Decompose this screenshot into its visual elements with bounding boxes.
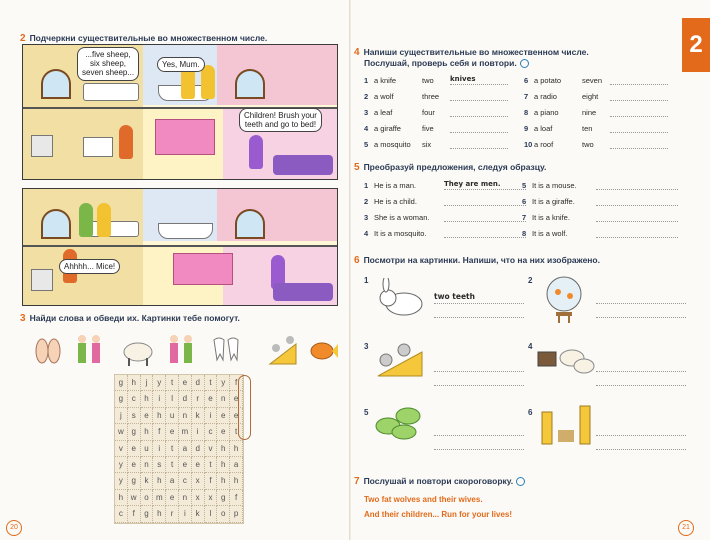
grid-cell[interactable]: v	[205, 441, 218, 457]
answer-field[interactable]	[596, 424, 686, 436]
exercise-2-title: 2 Подчеркни существительные во множественном числе.	[20, 33, 268, 44]
row-number: 6	[524, 75, 529, 85]
exercise-5-row	[364, 178, 526, 192]
grid-cell[interactable]: e	[230, 391, 243, 407]
row-number: 3	[364, 107, 369, 117]
row-number: 7	[522, 212, 527, 222]
window	[41, 209, 71, 239]
number-word: three	[422, 91, 440, 101]
page-number: 21	[678, 520, 694, 536]
row-number: 9	[524, 123, 529, 133]
grid-cell[interactable]: w	[115, 424, 128, 440]
exercise-4-row	[364, 89, 508, 103]
picture-number: 2	[528, 276, 533, 285]
row-number: 2	[364, 196, 369, 206]
answer-field[interactable]	[596, 212, 678, 222]
grid-cell[interactable]: i	[153, 391, 166, 407]
grid-cell[interactable]: v	[115, 441, 128, 457]
picture-number: 5	[364, 408, 369, 417]
answer-field[interactable]	[450, 91, 508, 101]
row-number: 8	[522, 228, 527, 238]
exercise-4-row	[364, 105, 508, 119]
exercise-4-row	[524, 137, 668, 151]
grid-cell[interactable]: y	[115, 457, 128, 473]
grid-cell[interactable]: g	[141, 506, 154, 522]
singular-noun: a wolf	[374, 91, 394, 101]
grid-cell[interactable]: e	[205, 391, 218, 407]
picture-number: 6	[528, 408, 533, 417]
exercise-4-row	[364, 121, 508, 135]
singular-noun: a roof	[534, 139, 554, 149]
row-number: 3	[364, 212, 369, 222]
exercise-4-row	[524, 105, 668, 119]
picture-number: 4	[528, 342, 533, 351]
bed	[83, 83, 139, 101]
grid-cell[interactable]: s	[153, 457, 166, 473]
grid-cell[interactable]: e	[166, 490, 179, 506]
grid-row	[115, 490, 243, 506]
grid-cell[interactable]: y	[217, 375, 230, 391]
grid-cell[interactable]: h	[153, 506, 166, 522]
singular-noun: a radio	[534, 91, 557, 101]
grid-cell[interactable]: e	[192, 457, 205, 473]
sofa	[273, 283, 333, 301]
answer-field[interactable]: two teeth	[434, 292, 524, 304]
tongue-twister-line-1: Two fat wolves and their wives.	[364, 495, 483, 504]
grid-cell[interactable]: h	[141, 391, 154, 407]
grid-cell[interactable]: i	[153, 441, 166, 457]
grid-cell[interactable]: h	[115, 490, 128, 506]
grid-row	[115, 408, 243, 424]
child-figure	[97, 203, 111, 237]
grid-cell[interactable]: i	[205, 408, 218, 424]
grid-cell[interactable]: i	[192, 424, 205, 440]
window	[235, 209, 265, 239]
speech-bubble: ...five sheep, six sheep, seven sheep...	[77, 47, 139, 81]
answer-field-line[interactable]	[434, 438, 524, 450]
grid-cell[interactable]: n	[141, 457, 154, 473]
grid-cell[interactable]: e	[217, 424, 230, 440]
stove	[83, 137, 113, 157]
row-number: 7	[524, 91, 529, 101]
row-number: 4	[364, 228, 369, 238]
grid-cell[interactable]: k	[192, 506, 205, 522]
fish-picture	[308, 336, 338, 366]
grid-cell[interactable]: x	[192, 473, 205, 489]
number-word: eight	[582, 91, 599, 101]
exercise-6-title: 6 Посмотри на картинки. Напиши, что на них изображено.	[354, 255, 600, 266]
curtains	[155, 119, 215, 155]
grid-cell[interactable]: i	[179, 506, 192, 522]
grid-cell[interactable]: j	[115, 408, 128, 424]
row-number: 8	[524, 107, 529, 117]
sentence: It is a giraffe.	[532, 196, 575, 206]
answer-field[interactable]	[434, 424, 524, 436]
singular-noun: a loaf	[534, 123, 553, 133]
grid-cell[interactable]: e	[166, 424, 179, 440]
number-word: four	[422, 107, 435, 117]
grid-cell[interactable]: g	[128, 473, 141, 489]
tongue-twister-line-2: And their children... Run for your lives!	[364, 510, 513, 519]
answer-field[interactable]	[610, 107, 668, 117]
grid-cell[interactable]: t	[205, 375, 218, 391]
answer-field[interactable]	[610, 139, 668, 149]
grid-row	[115, 391, 243, 407]
grid-cell[interactable]: c	[115, 506, 128, 522]
grid-row	[115, 424, 243, 440]
feet-picture	[34, 333, 62, 365]
row-number: 1	[364, 180, 369, 190]
grid-cell[interactable]: h	[217, 457, 230, 473]
grid-cell[interactable]: p	[230, 506, 243, 522]
row-number: 2	[364, 91, 369, 101]
grid-cell[interactable]: h	[230, 473, 243, 489]
grid-row	[115, 375, 243, 391]
grid-cell[interactable]: f	[153, 424, 166, 440]
window	[41, 69, 71, 99]
speech-bubble: Yes, Mum.	[157, 57, 205, 72]
grid-cell[interactable]: g	[115, 375, 128, 391]
fishbowl-picture	[542, 274, 586, 329]
washing-machine	[31, 135, 53, 157]
answer-field[interactable]: knives	[450, 75, 508, 85]
exercise-5-row	[522, 194, 678, 208]
house-illustration-top	[22, 44, 338, 180]
exercise-5-row	[522, 210, 678, 224]
exercise-4-row	[524, 89, 668, 103]
grid-cell[interactable]: h	[230, 441, 243, 457]
singular-noun: a giraffe	[374, 123, 401, 133]
grid-cell[interactable]: u	[166, 408, 179, 424]
washing-machine	[31, 269, 53, 291]
row-number: 4	[364, 123, 369, 133]
grid-cell[interactable]: c	[128, 391, 141, 407]
row-number: 10	[524, 139, 533, 149]
row-number: 5	[522, 180, 527, 190]
grid-cell[interactable]: c	[179, 473, 192, 489]
row-number: 5	[364, 139, 369, 149]
grid-cell[interactable]: f	[205, 473, 218, 489]
answer-field[interactable]: They are men.	[444, 180, 526, 190]
sheep-picture	[120, 340, 156, 368]
grid-cell[interactable]: f	[230, 490, 243, 506]
sentence: He is a man.	[374, 180, 417, 190]
exercise-5-row	[364, 210, 526, 224]
answer-field[interactable]	[596, 292, 686, 304]
exercise-5-row	[364, 226, 526, 240]
grid-cell[interactable]: d	[192, 375, 205, 391]
grid-cell[interactable]: t	[166, 457, 179, 473]
audio-cd-icon	[520, 59, 529, 68]
grid-cell[interactable]: k	[192, 408, 205, 424]
answer-field[interactable]	[450, 139, 508, 149]
grid-cell[interactable]: d	[192, 441, 205, 457]
exercise-5-row	[364, 194, 526, 208]
grid-cell[interactable]: h	[128, 375, 141, 391]
number-word: six	[422, 139, 432, 149]
children-picture	[74, 333, 104, 369]
word-search-grid	[114, 374, 244, 524]
grid-cell[interactable]: t	[166, 441, 179, 457]
singular-noun: a potato	[534, 75, 562, 85]
child-figure	[201, 65, 215, 99]
grid-cell[interactable]: x	[192, 490, 205, 506]
window	[235, 69, 265, 99]
giraffes-picture	[536, 402, 596, 451]
cheese-mice-picture	[372, 340, 428, 385]
grid-cell[interactable]: e	[230, 408, 243, 424]
grid-cell[interactable]: o	[217, 506, 230, 522]
grid-cell[interactable]: f	[230, 375, 243, 391]
picture-number: 1	[364, 276, 369, 285]
child-figure	[79, 203, 93, 237]
grid-cell[interactable]: t	[230, 424, 243, 440]
grid-cell[interactable]: e	[179, 375, 192, 391]
answer-field[interactable]	[450, 107, 508, 117]
exercise-4-row	[364, 73, 508, 87]
number-word: two	[422, 75, 434, 85]
singular-noun: a mosquito	[374, 139, 411, 149]
number-word: seven	[582, 75, 603, 85]
audio-cd-icon	[516, 477, 525, 486]
right-page	[350, 0, 710, 540]
sentence: She is a woman.	[374, 212, 430, 222]
grid-cell[interactable]: d	[179, 391, 192, 407]
singular-noun: a piano	[534, 107, 559, 117]
exercise-5-row	[522, 226, 678, 240]
grid-row	[115, 473, 243, 489]
leaves-picture	[374, 398, 428, 447]
grid-cell[interactable]: u	[141, 441, 154, 457]
bathtub	[158, 223, 213, 239]
answer-field[interactable]	[444, 228, 526, 238]
row-number: 6	[522, 196, 527, 206]
grid-cell[interactable]: a	[179, 441, 192, 457]
answer-field-line[interactable]	[434, 374, 524, 386]
grid-cell[interactable]: n	[179, 490, 192, 506]
answer-field[interactable]	[444, 196, 526, 206]
number-word: ten	[582, 123, 593, 133]
grid-cell[interactable]: j	[141, 375, 154, 391]
grid-cell[interactable]: e	[128, 457, 141, 473]
floor-divider	[23, 245, 337, 247]
answer-field[interactable]	[610, 75, 668, 85]
grid-row	[115, 457, 243, 473]
answer-field[interactable]	[596, 360, 686, 372]
sentence: It is a mosquito.	[374, 228, 427, 238]
teeth-picture	[212, 336, 242, 366]
number-word: nine	[582, 107, 597, 117]
answer-field[interactable]	[434, 360, 524, 372]
grid-cell[interactable]: n	[217, 391, 230, 407]
exercise-4-row	[524, 73, 668, 87]
grid-cell[interactable]: y	[153, 375, 166, 391]
grid-cell[interactable]: h	[141, 424, 154, 440]
answer-field-line[interactable]	[434, 306, 524, 318]
exercise-4-row	[364, 137, 508, 151]
grid-cell[interactable]: g	[128, 424, 141, 440]
singular-noun: a leaf	[374, 107, 393, 117]
sentence: He is a child.	[374, 196, 417, 206]
sentence: It is a knife.	[532, 212, 570, 222]
exercise-3-title: 3 Найди слова и обведи их. Картинки тебе помогут.	[20, 313, 240, 324]
grid-cell[interactable]: e	[141, 408, 154, 424]
answer-field-line[interactable]	[596, 438, 686, 450]
grid-cell[interactable]: o	[141, 490, 154, 506]
rabbit-picture	[378, 278, 428, 323]
answer-field[interactable]	[444, 212, 526, 222]
grid-cell[interactable]: e	[217, 408, 230, 424]
grid-cell[interactable]: m	[153, 490, 166, 506]
grid-cell[interactable]: n	[179, 408, 192, 424]
curtains	[173, 253, 233, 285]
grid-cell[interactable]: g	[217, 490, 230, 506]
house-illustration-bottom	[22, 188, 338, 306]
grid-cell[interactable]: c	[205, 424, 218, 440]
circled-word	[238, 375, 251, 440]
grid-cell[interactable]: y	[115, 473, 128, 489]
exercise-4-row	[524, 121, 668, 135]
sentence: It is a mouse.	[532, 180, 577, 190]
radio-sheep-picture	[536, 338, 596, 383]
unit-badge: 2	[682, 18, 710, 72]
sentence: It is a wolf.	[532, 228, 568, 238]
left-page	[0, 0, 350, 540]
sofa	[273, 155, 333, 175]
answer-field[interactable]	[596, 180, 678, 190]
grid-cell[interactable]: t	[166, 375, 179, 391]
answer-field-line[interactable]	[596, 374, 686, 386]
grid-row	[115, 441, 243, 457]
grid-cell[interactable]: e	[128, 441, 141, 457]
grid-cell[interactable]: k	[141, 473, 154, 489]
answer-field[interactable]	[450, 123, 508, 133]
answer-field-line[interactable]	[596, 306, 686, 318]
exercise-5-row	[522, 178, 678, 192]
page-number: 20	[6, 520, 22, 536]
mice-picture	[266, 334, 300, 368]
grid-cell[interactable]: h	[153, 408, 166, 424]
exercise-4-subtitle: Послушай, проверь себя и повтори.	[364, 58, 529, 68]
exercise-7-title: 7 Послушай и повтори скороговорку.	[354, 476, 525, 487]
grid-cell[interactable]: t	[205, 457, 218, 473]
grid-cell[interactable]: a	[166, 473, 179, 489]
father-figure	[119, 125, 133, 159]
answer-field[interactable]	[596, 228, 678, 238]
grid-cell[interactable]: h	[153, 473, 166, 489]
grid-cell[interactable]: l	[166, 391, 179, 407]
number-word: two	[582, 139, 594, 149]
grid-cell[interactable]: w	[128, 490, 141, 506]
grid-cell[interactable]: e	[179, 457, 192, 473]
exercise-4-title: 4 Напиши существительные во множественном числе.	[354, 47, 589, 58]
grid-cell[interactable]: r	[192, 391, 205, 407]
answer-field[interactable]	[610, 91, 668, 101]
grid-cell[interactable]: r	[166, 506, 179, 522]
number-word: five	[422, 123, 434, 133]
mother-figure	[249, 135, 263, 169]
grid-cell[interactable]: a	[230, 457, 243, 473]
grid-cell[interactable]: x	[205, 490, 218, 506]
grid-cell[interactable]: h	[217, 473, 230, 489]
speech-bubble: Children! Brush your teeth and go to bed!	[239, 108, 322, 132]
exercise-5-title: 5 Преобразуй предложения, следуя образцу.	[354, 162, 547, 173]
answer-field[interactable]	[610, 123, 668, 133]
grid-cell[interactable]: f	[128, 506, 141, 522]
grid-cell[interactable]: m	[179, 424, 192, 440]
women-picture	[165, 333, 197, 369]
grid-cell[interactable]: s	[128, 408, 141, 424]
speech-bubble: Ahhhh... Mice!	[59, 259, 120, 274]
picture-number: 3	[364, 342, 369, 351]
grid-cell[interactable]: h	[217, 441, 230, 457]
grid-cell[interactable]: l	[205, 506, 218, 522]
answer-field[interactable]	[596, 196, 678, 206]
row-number: 1	[364, 75, 369, 85]
grid-row	[115, 506, 243, 522]
singular-noun: a knife	[374, 75, 397, 85]
grid-cell[interactable]: g	[115, 391, 128, 407]
